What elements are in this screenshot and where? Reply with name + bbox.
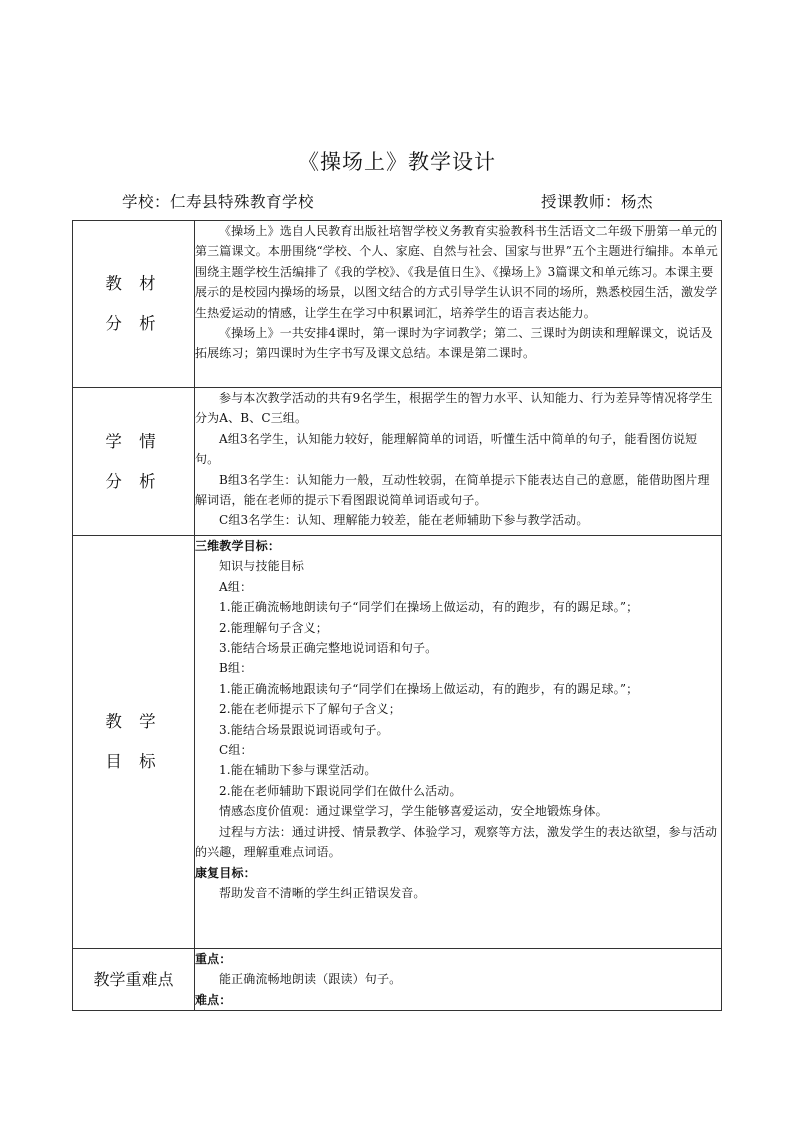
- label-line: 教 材: [105, 274, 162, 293]
- paragraph: C组3名学生：认知、理解能力较差，能在老师辅助下参与教学活动。: [219, 513, 589, 528]
- key-heading: 重点：: [195, 952, 232, 966]
- label-line: 目 标: [105, 752, 162, 771]
- paragraph: 1.能正确流畅地跟读句子“同学们在操场上做运动，有的跑步，有的踢足球。”；: [219, 681, 639, 696]
- table-row: [73, 949, 722, 1011]
- paragraph: 2.能在老师辅助下跟说同学们在做什么活动。: [219, 783, 462, 798]
- page-title: 《操场上》教学设计: [298, 150, 496, 174]
- student-analysis-content: [195, 388, 722, 536]
- school-name: 学校：仁寿县特殊教育学校: [122, 193, 315, 211]
- paragraph: C组：: [219, 743, 253, 758]
- rehab-heading: 康复目标：: [195, 865, 256, 880]
- label-line: 分 析: [105, 314, 162, 333]
- paragraph: 1.能在辅助下参与课堂活动。: [219, 763, 377, 778]
- paragraph: 2.能理解句子含义；: [219, 620, 328, 635]
- paragraph: 知识与技能目标: [219, 559, 305, 574]
- paragraph: 《操场上》一共安排4课时，第一课时为字词教学；第二、三课时为朗读和理解课文，说话及拓展练习；第四课时为生字书写及课文总结。本课是第二课时。: [195, 326, 713, 361]
- goals-heading: 三维教学目标：: [195, 539, 281, 553]
- paragraph: 能正确流畅地朗读（跟读）句子。: [219, 972, 402, 987]
- paragraph: A组3名学生，认知能力较好，能理解简单的词语，听懂生活中简单的句子，能看图仿说短句。: [195, 431, 698, 467]
- teaching-goals-content: [195, 536, 722, 949]
- material-analysis-content: [195, 221, 722, 388]
- paragraph: 3.能结合场景正确完整地说词语和句子。: [219, 641, 438, 656]
- student-analysis-label: [73, 388, 195, 536]
- key-difficult-points-content: [195, 949, 722, 1011]
- table-row: [73, 221, 722, 388]
- paragraph: 1.能正确流畅地朗读句子“同学们在操场上做运动，有的跑步，有的踢足球。”；: [219, 600, 639, 615]
- paragraph: 参与本次教学活动的共有9名学生，根据学生的智力水平、认知能力、行为差异等情况将学生分为A、B、C三组。: [195, 391, 713, 426]
- paragraph: A组：: [219, 579, 253, 594]
- teaching-goals-label: [73, 536, 195, 949]
- paragraph: 过程与方法：通过讲授、情景教学、体验学习，观察等方法，激发学生的表达欲望，参与活动的兴趣，理解重难点词语。: [195, 824, 718, 860]
- paragraph: 3.能结合场景跟说词语或句子。: [219, 722, 389, 737]
- paragraph: 情感态度价值观：通过课堂学习，学生能够喜爱运动，安全地锻炼身体。: [219, 804, 608, 819]
- label-line: 教 学: [105, 712, 162, 731]
- paragraph: B组3名学生：认知能力一般，互动性较弱，在简单提示下能表达自己的意愿，能借助图片理解词语，能在老师的提示下看图跟说简单词语或句子。: [195, 472, 710, 508]
- key-difficult-points-label: 教学重难点: [73, 949, 195, 1011]
- lesson-plan-table: [72, 220, 722, 1011]
- material-analysis-label: [73, 221, 195, 388]
- table-row: [73, 536, 722, 949]
- table-row: [73, 388, 722, 536]
- teacher-name: 授课教师：杨杰: [541, 193, 654, 211]
- paragraph: 2.能在老师提示下了解句子含义；: [219, 702, 401, 717]
- label-line: 分 析: [105, 471, 162, 491]
- paragraph: B组：: [219, 661, 253, 676]
- label-line: 学 情: [105, 431, 162, 451]
- paragraph: 帮助发音不清晰的学生纠正错误发音。: [219, 885, 426, 900]
- difficulty-heading: 难点：: [195, 992, 232, 1007]
- paragraph: 《操场上》选自人民教育出版社培智学校义务教育实验教科书生活语文二年级下册第一单元的第三篇课文。本册围绕“学校、个人、家庭、自然与社会、国家与世界”五个主题进行编排。本单元围绕主题学校生活编排了《我的学校》、《我是值日生》、《操场上》3篇课文和单元练习。本课主要展示的是校园内操场的场景，以图文结合的方式引导学生认识不同的场所，熟悉校园生活，激发学生热爱运动的情感，让学生在学习中积累词汇，培养学生的语言表达能力。: [195, 224, 718, 320]
